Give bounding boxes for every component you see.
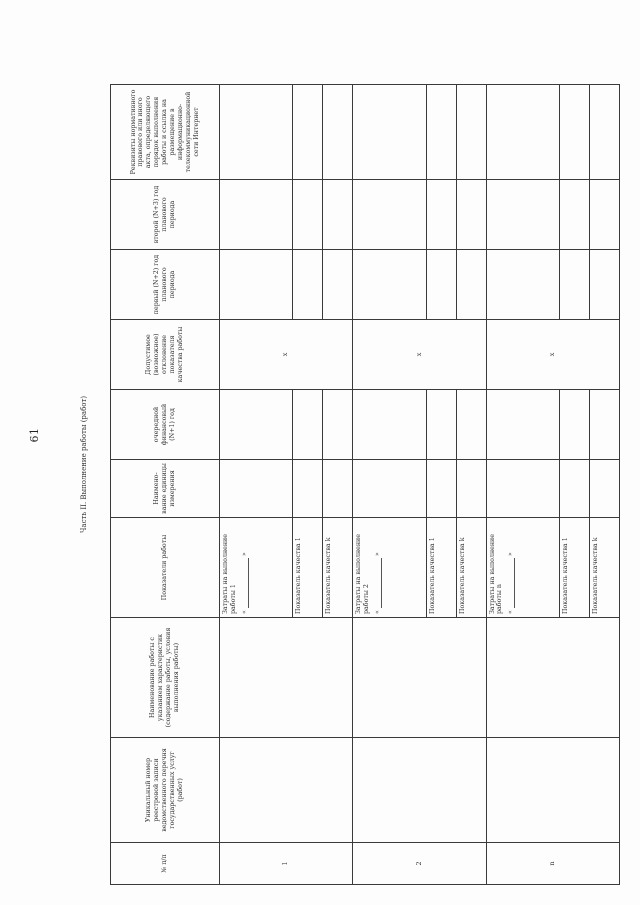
header-indicators: Показатели работы xyxy=(111,518,220,618)
first-year-cell xyxy=(323,250,353,320)
indicator-cell: Показатель качества k xyxy=(590,518,620,618)
header-unit: Наимено-вание единицы измерения xyxy=(111,460,220,518)
next-year-cell xyxy=(486,390,559,460)
unit-cell xyxy=(353,460,426,518)
second-year-cell xyxy=(456,180,486,250)
second-year-cell xyxy=(426,180,456,250)
requisites-cell xyxy=(293,85,323,180)
work-table-container xyxy=(110,85,620,885)
unit-cell xyxy=(560,460,590,518)
requisites-cell xyxy=(560,85,590,180)
unit-cell xyxy=(486,460,559,518)
next-year-cell xyxy=(560,390,590,460)
indicator-cell xyxy=(353,518,426,618)
second-year-cell xyxy=(560,180,590,250)
section-title: Часть II. Выполнение работы (работ) xyxy=(80,395,88,533)
indicator-cell: Показатель качества k xyxy=(323,518,353,618)
header-deviation: Допустимое (возможное) отклонение показателя качества работы xyxy=(111,320,220,390)
header-work-name: Наименование работы с указанием характеристик (содержание работы, условия выполнения работы) xyxy=(111,618,220,738)
next-year-cell xyxy=(220,390,293,460)
first-year-cell xyxy=(293,250,323,320)
first-year-cell xyxy=(560,250,590,320)
second-year-cell xyxy=(590,180,620,250)
deviation-cell: х xyxy=(220,320,353,390)
fill-in-blank: «» xyxy=(374,552,382,614)
work-name-cell xyxy=(486,618,619,738)
indicator-cell: Показатель качества 1 xyxy=(293,518,323,618)
requisites-cell xyxy=(486,85,559,180)
fill-in-blank: «» xyxy=(507,552,515,614)
requisites-cell xyxy=(323,85,353,180)
second-year-cell xyxy=(486,180,559,250)
registry-number-cell xyxy=(486,738,619,843)
next-year-cell xyxy=(323,390,353,460)
requisites-cell xyxy=(353,85,426,180)
header-second-year: второй (N+3) год планового периода xyxy=(111,180,220,250)
first-year-cell xyxy=(590,250,620,320)
row-number: 2 xyxy=(353,843,486,885)
second-year-cell xyxy=(293,180,323,250)
header-no: № п/п xyxy=(111,843,220,885)
unit-cell xyxy=(426,460,456,518)
first-year-cell xyxy=(426,250,456,320)
deviation-cell: х xyxy=(486,320,619,390)
next-year-cell xyxy=(456,390,486,460)
table-row xyxy=(486,85,559,885)
next-year-cell xyxy=(426,390,456,460)
first-year-cell xyxy=(353,250,426,320)
indicator-label: Затраты на выполнение работы 1 xyxy=(222,534,237,614)
unit-cell xyxy=(323,460,353,518)
row-number: n xyxy=(486,843,619,885)
next-year-cell xyxy=(353,390,426,460)
page-number: 61 xyxy=(28,427,41,443)
work-name-cell xyxy=(220,618,353,738)
second-year-cell xyxy=(220,180,293,250)
table-row xyxy=(220,85,293,885)
unit-cell xyxy=(220,460,293,518)
next-year-cell xyxy=(293,390,323,460)
indicator-label: Затраты на выполнение работы 2 xyxy=(355,534,371,614)
unit-cell xyxy=(456,460,486,518)
indicator-cell: Показатель качества k xyxy=(456,518,486,618)
requisites-cell xyxy=(220,85,293,180)
work-name-cell xyxy=(353,618,486,738)
deviation-cell: х xyxy=(353,320,486,390)
next-year-cell xyxy=(590,390,620,460)
indicator-cell: Показатель качества 1 xyxy=(426,518,456,618)
second-year-cell xyxy=(323,180,353,250)
indicator-cell xyxy=(220,518,293,618)
header-registry-number: Уникальный номер реестровой записи ведомственного перечня государственных услуг (работ) xyxy=(111,738,220,843)
registry-number-cell xyxy=(353,738,486,843)
table-header-row xyxy=(111,85,220,885)
header-first-year: первый (N+2) год планового периода xyxy=(111,250,220,320)
first-year-cell xyxy=(220,250,293,320)
requisites-cell xyxy=(426,85,456,180)
indicator-cell: Показатель качества 1 xyxy=(560,518,590,618)
registry-number-cell xyxy=(220,738,353,843)
indicator-cell xyxy=(486,518,559,618)
header-requisites: Реквизиты нормативного правового или иного акта, определяющего порядок выполнения работы и ссылка на размещение в информационно-телекоммуникационной сети Интернет xyxy=(111,85,220,180)
requisites-cell xyxy=(590,85,620,180)
unit-cell xyxy=(590,460,620,518)
unit-cell xyxy=(293,460,323,518)
fill-in-blank: «» xyxy=(240,552,248,614)
row-number: 1 xyxy=(220,843,353,885)
second-year-cell xyxy=(353,180,426,250)
header-next-year: очередной финансовый (N+1) год xyxy=(111,390,220,460)
table-row xyxy=(353,85,426,885)
work-execution-table xyxy=(110,84,620,885)
indicator-label: Затраты на выполнение работы n xyxy=(488,534,504,614)
first-year-cell xyxy=(486,250,559,320)
requisites-cell xyxy=(456,85,486,180)
first-year-cell xyxy=(456,250,486,320)
